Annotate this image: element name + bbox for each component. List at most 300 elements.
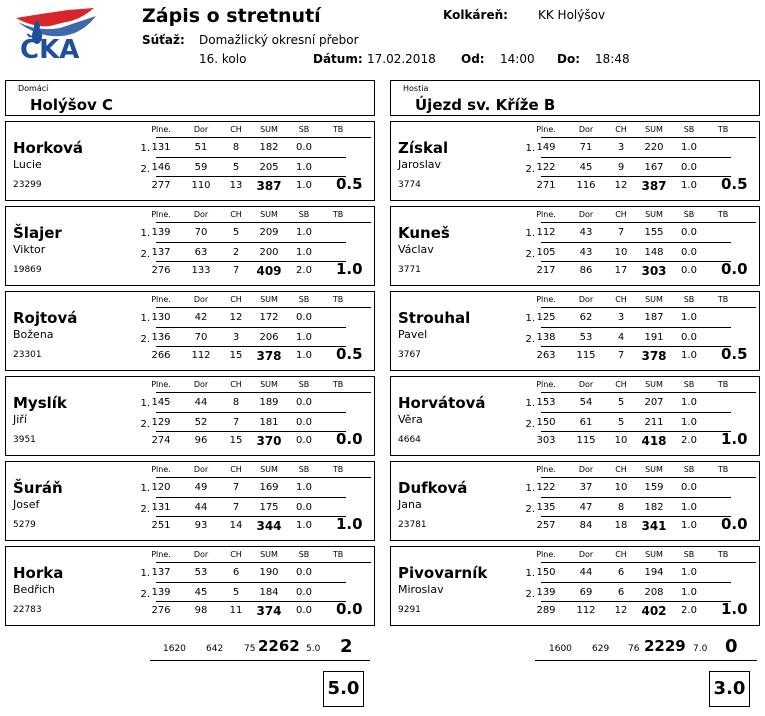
player-last-name: Rojtová [13, 309, 78, 327]
away-player-card [390, 546, 760, 626]
away-player-card [390, 121, 760, 201]
player-total-value: 7 [232, 265, 240, 276]
row-number: 1. [140, 143, 150, 154]
game-value: 207 [644, 397, 664, 408]
game-value: 0.0 [296, 587, 312, 598]
home-final-score: 5.0 [323, 671, 364, 707]
column-header: SB [298, 210, 310, 219]
game-value: 205 [259, 162, 279, 173]
game-value: 49 [194, 482, 208, 493]
game-value: 0.0 [296, 567, 312, 578]
column-header: CH [615, 380, 627, 389]
game-value: 139 [151, 227, 171, 238]
column-header: TB [717, 380, 729, 389]
page-title: Zápis o stretnutí [142, 5, 321, 27]
header-rule [156, 307, 371, 308]
game-value: 122 [536, 162, 556, 173]
column-header: SB [683, 380, 695, 389]
player-first-name: Miroslav [398, 583, 444, 596]
game-value: 208 [644, 587, 664, 598]
column-header: SB [298, 125, 310, 134]
player-registration: 9291 [398, 605, 421, 615]
home-total-sb: 5.0 [306, 644, 321, 654]
game-value: 10 [614, 247, 628, 258]
game-value: 125 [536, 312, 556, 323]
player-total-value: 12 [614, 180, 628, 191]
to-value: 18:48 [595, 52, 630, 66]
row-number: 1. [525, 483, 535, 494]
player-total-value: 303 [536, 435, 556, 446]
column-header: SUM [260, 210, 278, 219]
player-total-value: 274 [151, 435, 171, 446]
row-number: 2. [525, 249, 535, 260]
row-number: 2. [140, 249, 150, 260]
away-player-card [390, 291, 760, 371]
game-value: 1.0 [681, 417, 697, 428]
header-rule [541, 137, 756, 138]
column-header: SUM [645, 210, 663, 219]
row-number: 2. [525, 589, 535, 600]
row-number: 1. [525, 398, 535, 409]
player-total-value: 1.0 [681, 180, 697, 191]
game-value: 71 [579, 142, 593, 153]
away-totals-line [535, 660, 757, 661]
game-value: 6 [617, 587, 625, 598]
column-header: Plne. [536, 465, 556, 474]
game-value: 0.0 [681, 332, 697, 343]
row-rule [156, 157, 346, 158]
game-value: 137 [151, 567, 171, 578]
game-value: 0.0 [296, 417, 312, 428]
game-value: 52 [194, 417, 208, 428]
away-label: Hostia [403, 84, 429, 93]
player-total-value: 116 [576, 180, 596, 191]
row-number: 1. [525, 228, 535, 239]
game-value: 182 [644, 502, 664, 513]
logo-text: ČKA [20, 35, 80, 62]
column-header: Dor [193, 465, 209, 474]
game-value: 47 [579, 502, 593, 513]
player-total-value: 1.0 [296, 350, 312, 361]
player-total-value: 13 [229, 180, 243, 191]
player-total-value: 86 [579, 265, 593, 276]
game-value: 51 [194, 142, 208, 153]
row-rule [541, 516, 731, 517]
row-number: 2. [140, 504, 150, 515]
column-header: CH [230, 550, 242, 559]
column-header: Plne. [151, 295, 171, 304]
game-value: 5 [617, 417, 625, 428]
column-header: TB [717, 465, 729, 474]
row-rule [541, 431, 731, 432]
column-header: Dor [578, 380, 594, 389]
column-header: CH [615, 550, 627, 559]
column-header: SUM [645, 465, 663, 474]
column-header: CH [230, 210, 242, 219]
row-rule [156, 176, 346, 177]
game-value: 175 [259, 502, 279, 513]
home-team-name: Holýšov C [30, 96, 114, 114]
venue-value: KK Holýšov [538, 8, 606, 22]
competition-label: Súťaž: [142, 33, 185, 47]
game-value: 150 [536, 417, 556, 428]
game-value: 131 [151, 142, 171, 153]
away-player-card [390, 461, 760, 541]
game-value: 6 [617, 567, 625, 578]
player-total-value: 0.0 [296, 435, 312, 446]
player-registration: 23781 [398, 520, 427, 530]
player-registration: 23299 [13, 180, 42, 190]
player-tb-score: 1.0 [721, 600, 748, 618]
player-total-value: 96 [194, 435, 208, 446]
game-value: 1.0 [296, 482, 312, 493]
column-header: CH [615, 125, 627, 134]
row-rule [156, 242, 346, 243]
game-value: 43 [579, 247, 593, 258]
game-value: 112 [536, 227, 556, 238]
player-tb-score: 0.5 [721, 345, 748, 363]
player-total-value: 0.0 [296, 605, 312, 616]
row-rule [541, 176, 731, 177]
column-header: SUM [645, 550, 663, 559]
game-value: 1.0 [296, 247, 312, 258]
player-last-name: Pivovarník [398, 564, 488, 582]
header-rule [541, 392, 756, 393]
player-total-value: 115 [576, 435, 596, 446]
player-first-name: Josef [13, 498, 40, 511]
game-value: 167 [644, 162, 664, 173]
game-value: 7 [232, 482, 240, 493]
game-value: 120 [151, 482, 171, 493]
game-value: 184 [259, 587, 279, 598]
column-header: SUM [260, 380, 278, 389]
column-header: Dor [578, 465, 594, 474]
game-value: 70 [194, 227, 208, 238]
player-total-value: 1.0 [296, 520, 312, 531]
row-rule [156, 261, 346, 262]
player-tb-score: 0.0 [336, 430, 363, 448]
game-value: 45 [194, 587, 208, 598]
header-rule [156, 477, 371, 478]
column-header: SB [683, 465, 695, 474]
column-header: SB [298, 465, 310, 474]
column-header: SB [683, 210, 695, 219]
game-value: 10 [614, 482, 628, 493]
game-value: 0.0 [681, 162, 697, 173]
player-total-value: 277 [151, 180, 171, 191]
game-value: 137 [151, 247, 171, 258]
player-registration: 4664 [398, 435, 421, 445]
player-first-name: Lucie [13, 158, 42, 171]
column-header: Dor [578, 550, 594, 559]
player-total-value: 2.0 [681, 605, 697, 616]
player-total-value: 98 [194, 605, 208, 616]
row-rule [156, 582, 346, 583]
game-value: 69 [579, 587, 593, 598]
home-player-card [5, 461, 375, 541]
column-header: Plne. [536, 125, 556, 134]
player-total-value: 266 [151, 350, 171, 361]
away-player-card [390, 376, 760, 456]
player-total-sum: 378 [256, 349, 282, 363]
game-value: 5 [232, 587, 240, 598]
column-header: SUM [645, 295, 663, 304]
game-value: 136 [151, 332, 171, 343]
row-number: 1. [140, 228, 150, 239]
column-header: SUM [260, 295, 278, 304]
player-total-value: 0.0 [681, 265, 697, 276]
game-value: 138 [536, 332, 556, 343]
player-total-value: 112 [191, 350, 211, 361]
game-value: 148 [644, 247, 664, 258]
home-total-ch: 75 [244, 644, 256, 654]
game-value: 8 [232, 142, 240, 153]
game-value: 54 [579, 397, 593, 408]
player-registration: 3771 [398, 265, 421, 275]
player-total-value: 115 [576, 350, 596, 361]
player-last-name: Strouhal [398, 309, 471, 327]
game-value: 1.0 [681, 312, 697, 323]
game-value: 0.0 [296, 397, 312, 408]
game-value: 206 [259, 332, 279, 343]
player-total-sum: 374 [256, 604, 282, 618]
header-rule [156, 137, 371, 138]
column-header: Dor [578, 295, 594, 304]
game-value: 2 [232, 247, 240, 258]
game-value: 1.0 [296, 227, 312, 238]
game-value: 1.0 [681, 567, 697, 578]
header-rule [541, 307, 756, 308]
game-value: 5 [232, 227, 240, 238]
venue-label: Kolkáreň: [443, 8, 508, 22]
player-total-sum: 387 [641, 179, 667, 193]
game-value: 1.0 [296, 162, 312, 173]
column-header: SB [683, 550, 695, 559]
player-last-name: Šlajer [13, 224, 62, 242]
game-value: 7 [232, 502, 240, 513]
player-total-value: 263 [536, 350, 556, 361]
game-value: 146 [151, 162, 171, 173]
player-total-sum: 418 [641, 434, 667, 448]
player-total-value: 15 [229, 435, 243, 446]
game-value: 135 [536, 502, 556, 513]
player-last-name: Šuráň [13, 479, 63, 497]
player-first-name: Bedřich [13, 583, 55, 596]
player-total-value: 276 [151, 605, 171, 616]
player-total-value: 17 [614, 265, 628, 276]
game-value: 44 [579, 567, 593, 578]
game-value: 8 [232, 397, 240, 408]
row-number: 2. [525, 419, 535, 430]
player-total-value: 289 [536, 605, 556, 616]
row-rule [156, 412, 346, 413]
column-header: CH [230, 295, 242, 304]
game-value: 8 [617, 502, 625, 513]
game-value: 139 [151, 587, 171, 598]
row-rule [541, 261, 731, 262]
game-value: 61 [579, 417, 593, 428]
player-last-name: Myslík [13, 394, 67, 412]
column-header: CH [230, 465, 242, 474]
game-value: 45 [579, 162, 593, 173]
game-value: 5 [617, 397, 625, 408]
column-header: TB [332, 295, 344, 304]
game-value: 1.0 [681, 587, 697, 598]
player-total-value: 10 [614, 435, 628, 446]
column-header: SUM [260, 125, 278, 134]
game-value: 139 [536, 587, 556, 598]
game-value: 37 [579, 482, 593, 493]
player-total-value: 1.0 [681, 350, 697, 361]
column-header: SB [683, 125, 695, 134]
column-header: CH [230, 125, 242, 134]
player-total-value: 18 [614, 520, 628, 531]
column-header: TB [717, 550, 729, 559]
player-first-name: Pavel [398, 328, 428, 341]
player-total-value: 2.0 [296, 265, 312, 276]
column-header: SB [298, 295, 310, 304]
player-total-value: 1.0 [681, 520, 697, 531]
from-label: Od: [461, 52, 485, 66]
game-value: 200 [259, 247, 279, 258]
player-total-sum: 370 [256, 434, 282, 448]
header-rule [541, 477, 756, 478]
column-header: TB [717, 295, 729, 304]
game-value: 149 [536, 142, 556, 153]
game-value: 53 [194, 567, 208, 578]
column-header: CH [230, 380, 242, 389]
player-total-value: 133 [191, 265, 211, 276]
game-value: 191 [644, 332, 664, 343]
column-header: Plne. [151, 380, 171, 389]
player-first-name: Jaroslav [398, 158, 442, 171]
player-registration: 23301 [13, 350, 42, 360]
player-total-value: 257 [536, 520, 556, 531]
column-header: TB [332, 465, 344, 474]
player-first-name: Viktor [13, 243, 46, 256]
player-total-value: 11 [229, 605, 243, 616]
game-value: 70 [194, 332, 208, 343]
game-value: 105 [536, 247, 556, 258]
away-total-ch: 76 [628, 644, 640, 654]
away-team-box [390, 80, 760, 116]
player-total-sum: 378 [641, 349, 667, 363]
away-total-tb: 0 [725, 636, 738, 657]
date-label: Dátum: [313, 52, 363, 66]
player-first-name: Věra [398, 413, 423, 426]
home-player-card [5, 291, 375, 371]
game-value: 3 [617, 142, 625, 153]
row-number: 1. [525, 568, 535, 579]
row-rule [541, 497, 731, 498]
column-header: TB [332, 380, 344, 389]
row-number: 1. [140, 398, 150, 409]
player-registration: 3774 [398, 180, 421, 190]
competition-value: Domažlický okresní přebor [199, 33, 359, 47]
player-total-sum: 402 [641, 604, 667, 618]
home-total-tb: 2 [340, 636, 353, 657]
home-total-dor: 642 [206, 644, 224, 654]
row-rule [541, 601, 731, 602]
game-value: 9 [617, 162, 625, 173]
row-number: 2. [140, 589, 150, 600]
row-rule [156, 601, 346, 602]
player-registration: 5279 [13, 520, 36, 530]
away-total-dor: 629 [592, 644, 610, 654]
player-tb-score: 0.5 [336, 345, 363, 363]
player-total-value: 2.0 [681, 435, 697, 446]
player-first-name: Jana [398, 498, 422, 511]
row-rule [156, 497, 346, 498]
home-player-card [5, 206, 375, 286]
player-tb-score: 1.0 [336, 515, 363, 533]
game-value: 182 [259, 142, 279, 153]
player-last-name: Získal [398, 139, 449, 157]
player-total-value: 217 [536, 265, 556, 276]
player-total-value: 112 [576, 605, 596, 616]
player-total-sum: 303 [641, 264, 667, 278]
game-value: 3 [232, 332, 240, 343]
game-value: 187 [644, 312, 664, 323]
row-rule [541, 582, 731, 583]
column-header: Dor [193, 380, 209, 389]
game-value: 43 [579, 227, 593, 238]
game-value: 1.0 [681, 397, 697, 408]
game-value: 190 [259, 567, 279, 578]
row-rule [541, 412, 731, 413]
row-rule [541, 327, 731, 328]
game-value: 130 [151, 312, 171, 323]
player-tb-score: 0.0 [336, 600, 363, 618]
game-value: 169 [259, 482, 279, 493]
row-number: 2. [140, 419, 150, 430]
player-total-value: 84 [579, 520, 593, 531]
game-value: 5 [232, 162, 240, 173]
player-last-name: Dufková [398, 479, 468, 497]
game-value: 0.0 [296, 502, 312, 513]
player-total-sum: 344 [256, 519, 282, 533]
home-label: Domácí [18, 84, 49, 93]
column-header: Plne. [536, 550, 556, 559]
home-player-card [5, 376, 375, 456]
player-registration: 3951 [13, 435, 36, 445]
player-first-name: Václav [398, 243, 434, 256]
player-tb-score: 1.0 [336, 260, 363, 278]
game-value: 189 [259, 397, 279, 408]
row-rule [156, 346, 346, 347]
column-header: Dor [578, 125, 594, 134]
round-value: 16. kolo [199, 52, 247, 66]
player-last-name: Horvátová [398, 394, 486, 412]
row-number: 1. [140, 568, 150, 579]
column-header: TB [332, 125, 344, 134]
game-value: 150 [536, 567, 556, 578]
row-number: 2. [525, 164, 535, 175]
row-number: 1. [525, 143, 535, 154]
player-tb-score: 0.5 [721, 175, 748, 193]
column-header: Dor [193, 210, 209, 219]
column-header: TB [717, 125, 729, 134]
row-number: 2. [525, 504, 535, 515]
player-total-value: 110 [191, 180, 211, 191]
game-value: 53 [579, 332, 593, 343]
home-team-box [5, 80, 375, 116]
player-registration: 3767 [398, 350, 421, 360]
row-number: 1. [140, 313, 150, 324]
game-value: 0.0 [296, 142, 312, 153]
column-header: Plne. [536, 380, 556, 389]
player-total-sum: 387 [256, 179, 282, 193]
